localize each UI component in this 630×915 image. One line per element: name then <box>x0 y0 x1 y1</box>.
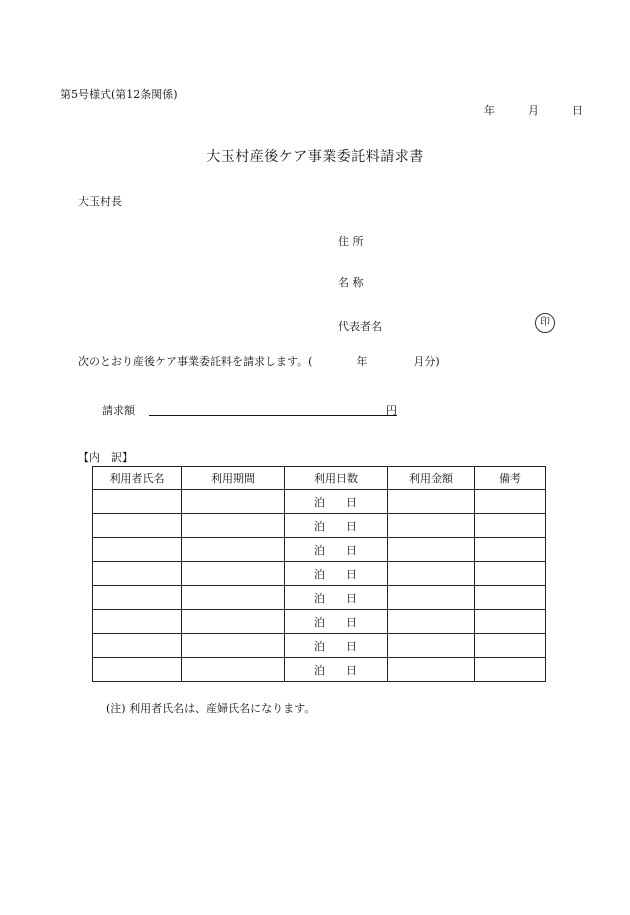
header-days: 利用日数 <box>285 467 388 490</box>
days-label: 日 <box>346 591 357 605</box>
table-row <box>93 514 546 538</box>
cell-period[interactable] <box>182 610 285 634</box>
cell-user-name[interactable] <box>93 514 182 538</box>
breakdown-table <box>92 466 546 682</box>
table-row <box>93 634 546 658</box>
table-row <box>93 490 546 514</box>
cell-amount[interactable] <box>388 490 475 514</box>
days-label: 日 <box>346 543 357 557</box>
cell-user-name[interactable] <box>93 586 182 610</box>
header-remarks: 備考 <box>475 467 546 490</box>
cell-amount[interactable] <box>388 538 475 562</box>
nights-label: 泊 <box>314 663 325 677</box>
representative-label: 代表者名 <box>338 320 382 333</box>
cell-amount[interactable] <box>388 514 475 538</box>
request-statement <box>78 353 440 369</box>
name-label: 名 称 <box>338 276 364 289</box>
cell-days[interactable] <box>285 490 388 514</box>
cell-period[interactable] <box>182 538 285 562</box>
amount-unit: 円 <box>386 404 397 417</box>
cell-user-name[interactable] <box>93 538 182 562</box>
cell-days[interactable] <box>285 610 388 634</box>
nights-label: 泊 <box>314 519 325 533</box>
cell-amount[interactable] <box>388 634 475 658</box>
cell-days[interactable] <box>285 562 388 586</box>
cell-user-name[interactable] <box>93 562 182 586</box>
cell-remarks[interactable] <box>475 586 546 610</box>
cell-remarks[interactable] <box>475 562 546 586</box>
cell-period[interactable] <box>182 634 285 658</box>
cell-amount[interactable] <box>388 610 475 634</box>
cell-remarks[interactable] <box>475 538 546 562</box>
request-month-label: 月分) <box>413 355 440 368</box>
date-line <box>484 102 583 118</box>
cell-days[interactable] <box>285 514 388 538</box>
cell-user-name[interactable] <box>93 634 182 658</box>
amount-underline[interactable] <box>149 415 397 416</box>
days-label: 日 <box>346 519 357 533</box>
cell-amount[interactable] <box>388 586 475 610</box>
cell-remarks[interactable] <box>475 514 546 538</box>
table-row <box>93 586 546 610</box>
document-title: 大玉村産後ケア事業委託料請求書 <box>206 149 424 165</box>
addressee: 大玉村長 <box>78 195 122 208</box>
date-day-label: 日 <box>572 104 583 117</box>
cell-days[interactable] <box>285 634 388 658</box>
nights-label: 泊 <box>314 639 325 653</box>
header-period: 利用期間 <box>182 467 285 490</box>
request-year-label: 年 <box>356 355 368 368</box>
cell-remarks[interactable] <box>475 610 546 634</box>
request-text: 次のとおり産後ケア事業委託料を請求します。( <box>78 355 313 368</box>
breakdown-label: 【内 訳】 <box>78 451 133 464</box>
cell-period[interactable] <box>182 490 285 514</box>
header-user-name: 利用者氏名 <box>93 467 182 490</box>
table-row <box>93 658 546 682</box>
cell-remarks[interactable] <box>475 634 546 658</box>
days-label: 日 <box>346 615 357 629</box>
cell-amount[interactable] <box>388 562 475 586</box>
days-label: 日 <box>346 639 357 653</box>
seal-mark: 印 <box>535 313 555 333</box>
address-label: 住 所 <box>338 235 364 248</box>
header-amount: 利用金額 <box>388 467 475 490</box>
cell-days[interactable] <box>285 586 388 610</box>
footnote: (注) 利用者氏名は、産婦氏名になります。 <box>106 702 316 715</box>
cell-period[interactable] <box>182 586 285 610</box>
table-row <box>93 610 546 634</box>
cell-period[interactable] <box>182 658 285 682</box>
date-year-label: 年 <box>484 104 495 117</box>
cell-period[interactable] <box>182 514 285 538</box>
date-month-label: 月 <box>528 104 539 117</box>
days-label: 日 <box>346 495 357 509</box>
cell-user-name[interactable] <box>93 658 182 682</box>
amount-label: 請求額 <box>102 404 135 417</box>
cell-user-name[interactable] <box>93 490 182 514</box>
nights-label: 泊 <box>314 495 325 509</box>
cell-user-name[interactable] <box>93 610 182 634</box>
table-row <box>93 562 546 586</box>
nights-label: 泊 <box>314 615 325 629</box>
days-label: 日 <box>346 663 357 677</box>
table-row <box>93 538 546 562</box>
form-number: 第5号様式(第12条関係) <box>60 88 178 101</box>
cell-remarks[interactable] <box>475 490 546 514</box>
nights-label: 泊 <box>314 543 325 557</box>
cell-period[interactable] <box>182 562 285 586</box>
days-label: 日 <box>346 567 357 581</box>
cell-days[interactable] <box>285 538 388 562</box>
cell-amount[interactable] <box>388 658 475 682</box>
cell-remarks[interactable] <box>475 658 546 682</box>
cell-days[interactable] <box>285 658 388 682</box>
table-header-row <box>93 467 546 490</box>
nights-label: 泊 <box>314 591 325 605</box>
nights-label: 泊 <box>314 567 325 581</box>
